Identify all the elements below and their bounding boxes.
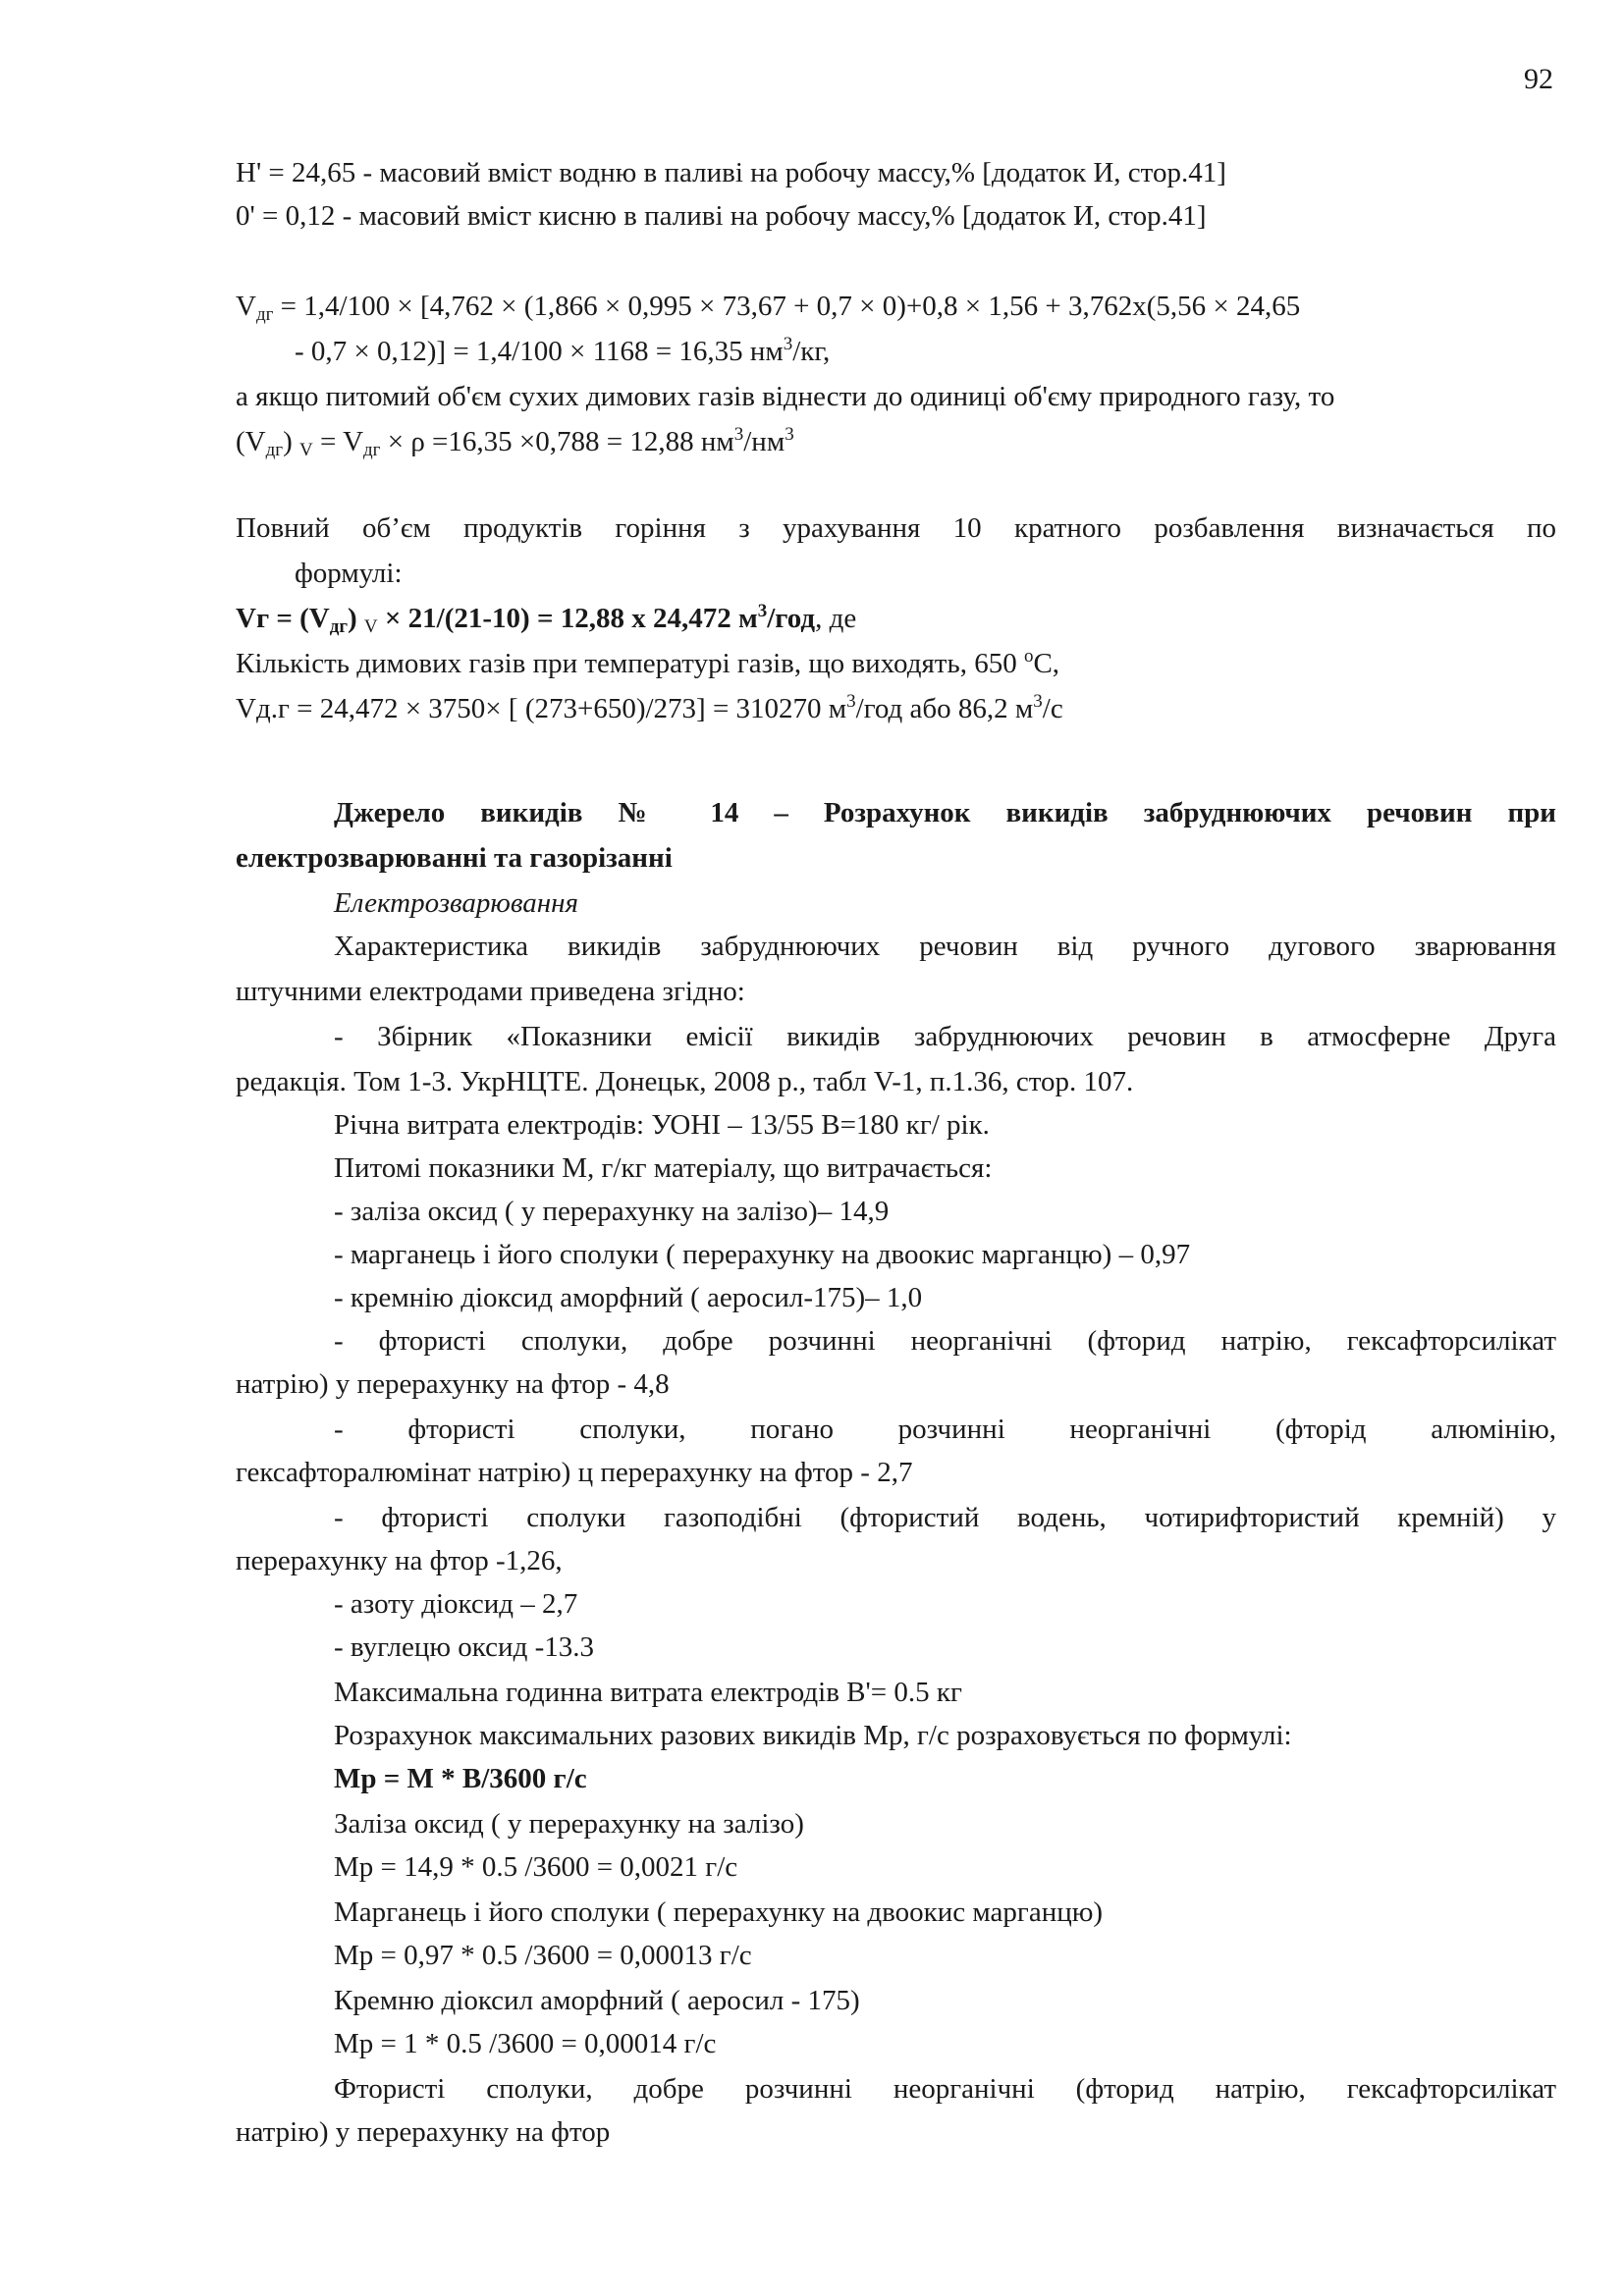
list-item: - фтористі сполуки, добре розчинні неорганічні (фторид натрію, гексафторсилікат <box>334 1325 1556 1357</box>
list-item: - кремнію діоксид аморфний ( аеросил-175)– 1,0 <box>334 1282 923 1313</box>
text-line: Заліза оксид ( у перерахунку на залізо) <box>334 1808 804 1840</box>
section-heading: Джерело викидів № 14 – Розрахунок викидів забруднюючих речовин при <box>334 797 1556 828</box>
oxygen-line: 0' = 0,12 - масовий вміст кисню в паливі на робочу массу,% [додаток И, стор.41] <box>236 200 1207 232</box>
list-item-cont: натрію) у перерахунку на фтор - 4,8 <box>236 1368 670 1400</box>
text-line: - Збірник «Показники емісії викидів забруднюючих речовин в атмосферне Друга <box>334 1021 1556 1052</box>
text-line: Мр = 14,9 * 0.5 /3600 = 0,0021 г/с <box>334 1851 738 1883</box>
text-line <box>236 155 1226 190</box>
hydrogen-line: Н' = 24,65 - масовий вміст водню в паливі на робочу массу,% [додаток И, стор.41] <box>236 157 1226 188</box>
text-line <box>236 198 1206 234</box>
text-line: Питомі показники М, г/кг матеріалу, що витрачається: <box>334 1152 993 1184</box>
list-item: - марганець і його сполуки ( перерахунку на двоокис марганцю) – 0,97 <box>334 1239 1191 1270</box>
list-item: - азоту діоксид – 2,7 <box>334 1588 578 1620</box>
text-line: натрію) у перерахунку на фтор <box>236 2116 611 2148</box>
formula-vg: Vг = $(V_{дг}) _V \times 21/(21-10) = 12,88$ х 24,472 $м^3$/год, де <box>236 601 857 637</box>
formula-vdg-line1: $V_{дг} = 1,4/100 \times [4,762 \times (1,866 \times 0,995 \times 73,67 + 0,7 \times 0)+0,8 \times 1,56 + 3,762х(5,56 \times 24,65$ <box>236 291 1301 325</box>
subsection-title: Електрозварювання <box>334 887 578 919</box>
formula-vdg-line2: - 0,7 × 0,12)] = 1,4/100 × 1168 = 16,35 $нм^3/кг$, <box>295 334 831 367</box>
list-item: - вуглецю оксид -13.3 <box>334 1631 594 1663</box>
list-item-cont: гексафторалюмінат натрію) ц перерахунку на фтор - 2,7 <box>236 1457 913 1488</box>
list-item: - фтористі сполуки газоподібні (фтористий водень, чотирифтористий кремній) у <box>334 1502 1556 1533</box>
section-heading-cont: електрозварюванні та газорізанні <box>236 842 673 874</box>
text-line: Характеристика викидів забруднюючих речовин від ручного дугового зварювання <box>334 931 1556 962</box>
formula-vdgr: Vд.г = 24,472 × 3750× [ (273+650)/273] = 310270 $м^3$/год або 86,2 $м^3/с$ <box>236 691 1063 724</box>
text-line: Повний об’єм продуктів горіння з урахування 10 кратного розбавлення визначається по <box>236 512 1556 544</box>
text-line: редакція. Том 1-3. УкрНЦТЕ. Донецьк, 2008 р., табл V-1, п.1.36, стор. 107. <box>236 1066 1134 1097</box>
text-line: Кремню діоксил аморфний ( аеросил - 175) <box>334 1985 860 2016</box>
text-line: Марганець і його сполуки ( перерахунку на двоокис марганцю) <box>334 1896 1104 1928</box>
text-line: Фтористі сполуки, добре розчинні неорганічні (фторид натрію, гексафторсилікат <box>334 2073 1556 2105</box>
text-line: а якщо питомий об'єм сухих димових газів віднести до одиниці об'єму природного газу, то <box>236 381 1335 412</box>
list-item: - фтористі сполуки, погано розчинні неорганічні (фторід алюмінію, <box>334 1414 1556 1445</box>
text-line: Кількість димових газів при температурі газів, що виходять, 650 $^о$С, <box>236 646 1060 679</box>
formula-vv: $(V_{дг}) _V = V_{дг} \times \rho =16,35 \times 0,788 = 12,88$ $нм^3/нм^3$ <box>236 424 794 460</box>
text-line: Розрахунок максимальних разових викидів Мр, г/с розраховується по формулі: <box>334 1720 1292 1751</box>
text-line: формулі: <box>295 558 403 589</box>
page-number: 92 <box>1524 63 1553 95</box>
list-item: - заліза оксид ( у перерахунку на залізо)– 14,9 <box>334 1196 890 1227</box>
text-line: Мр = 0,97 * 0.5 /3600 = 0,00013 г/с <box>334 1940 752 1971</box>
text-line: Мр = 1 * 0.5 /3600 = 0,00014 г/с <box>334 2028 717 2059</box>
formula-mr: Мр = М * В/3600 г/с <box>334 1763 587 1794</box>
text-line: Максимальна годинна витрата електродів В'= 0.5 кг <box>334 1677 962 1708</box>
text-line: Річна витрата електродів: УОНІ – 13/55 В=180 кг/ рік. <box>334 1109 990 1141</box>
list-item-cont: перерахунку на фтор -1,26, <box>236 1545 563 1576</box>
text-line: штучними електродами приведена згідно: <box>236 976 745 1007</box>
